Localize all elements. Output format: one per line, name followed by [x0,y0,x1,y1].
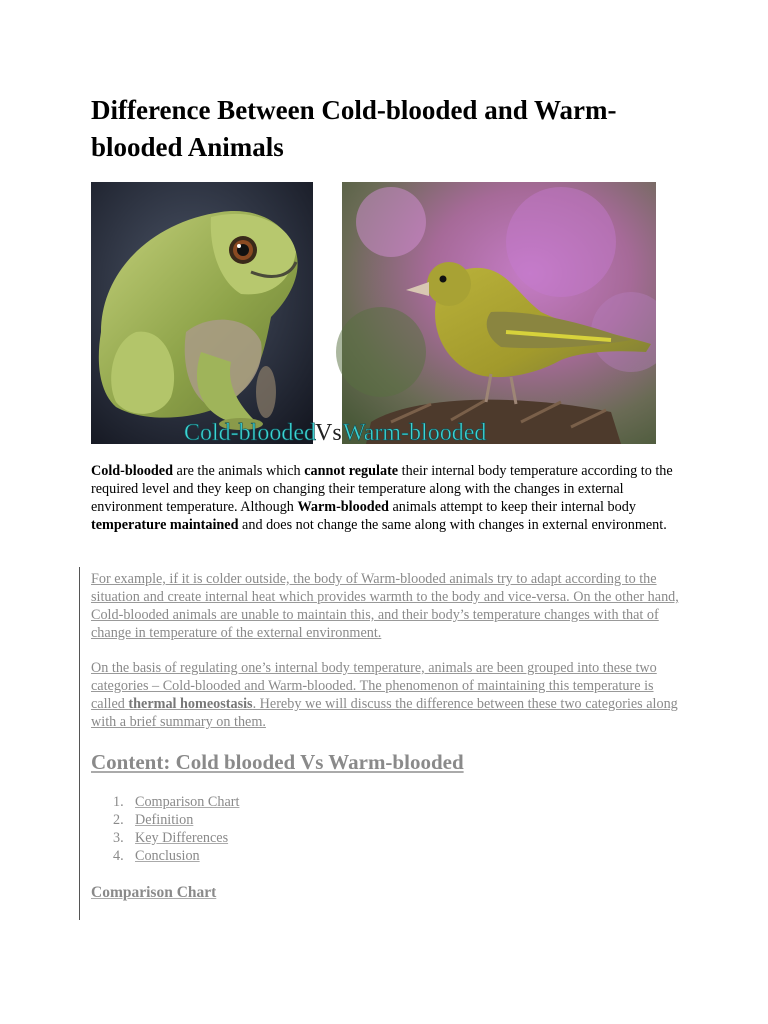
thermal-homeostasis-link[interactable]: thermal homeostasis [128,696,253,712]
table-of-contents [113,793,239,865]
hero-caption [184,420,486,444]
toc-number: 2. [113,812,124,828]
toc-number: 3. [113,830,124,846]
toc-label[interactable]: Definition [135,812,194,828]
toc-label[interactable]: Comparison Chart [135,794,240,810]
hero-image [91,182,656,444]
page-title: Difference Between Cold-blooded and Warm-blooded Animals [91,95,617,162]
term-warm-blooded: Warm-blooded [297,499,389,515]
intro-text: are the animals which [173,463,305,479]
intro-text: and does not change the same along with changes in external environment. [238,517,667,533]
toc-label[interactable]: Conclusion [135,848,200,864]
content-heading[interactable]: Content: Cold blooded Vs Warm-blooded [91,750,464,774]
term-cold-blooded: Cold-blooded [91,463,173,479]
term-cannot-regulate: cannot regulate [304,463,399,479]
toc-number: 4. [113,848,124,864]
frog-image [91,182,313,444]
toc-item-comparison-chart[interactable] [113,793,239,811]
warm-blooded-caption: Warm-blooded [343,420,487,444]
blockquote-bar [79,567,80,920]
basis-text-link[interactable]: On the basis of regulating one’s internal body temperature, animals are been grouped into these two categories – Cold-blooded and Warm-blooded. The phenomenon of maintaining this temperature is called [91,660,657,712]
term-temperature-maintained: temperature maintained [91,517,239,533]
vs-caption: Vs [315,420,342,444]
toc-item-conclusion[interactable] [113,847,239,865]
comparison-chart-heading[interactable]: Comparison Chart [91,884,217,901]
intro-text: animals attempt to keep their internal body [388,499,636,515]
toc-item-key-differences[interactable] [113,829,239,847]
toc-label[interactable]: Key Differences [135,830,229,846]
bird-image [336,182,656,444]
toc-number: 1. [113,794,124,810]
intro-text: their internal body temperature according to the required level and they keep on changing their temperature along with the changes in external environment temperature. Although [91,463,673,515]
example-paragraph[interactable] [91,570,681,642]
intro-paragraph [91,462,681,534]
cold-blooded-caption: Cold-blooded [184,420,316,444]
example-paragraph-link[interactable]: For example, if it is colder outside, the body of Warm-blooded animals try to adapt according to the situation and create internal heat which provides warmth to the body and vice-versa. On the other hand, Cold-blooded animals are unable to maintain this, and their body’s temperature changes with that of change in temperature of the external environment. [91,571,679,641]
toc-item-definition[interactable] [113,811,239,829]
basis-text-link[interactable]: . Hereby we will discuss the difference between these two categories along with a brief summary on them. [91,696,678,730]
basis-paragraph[interactable] [91,659,681,731]
